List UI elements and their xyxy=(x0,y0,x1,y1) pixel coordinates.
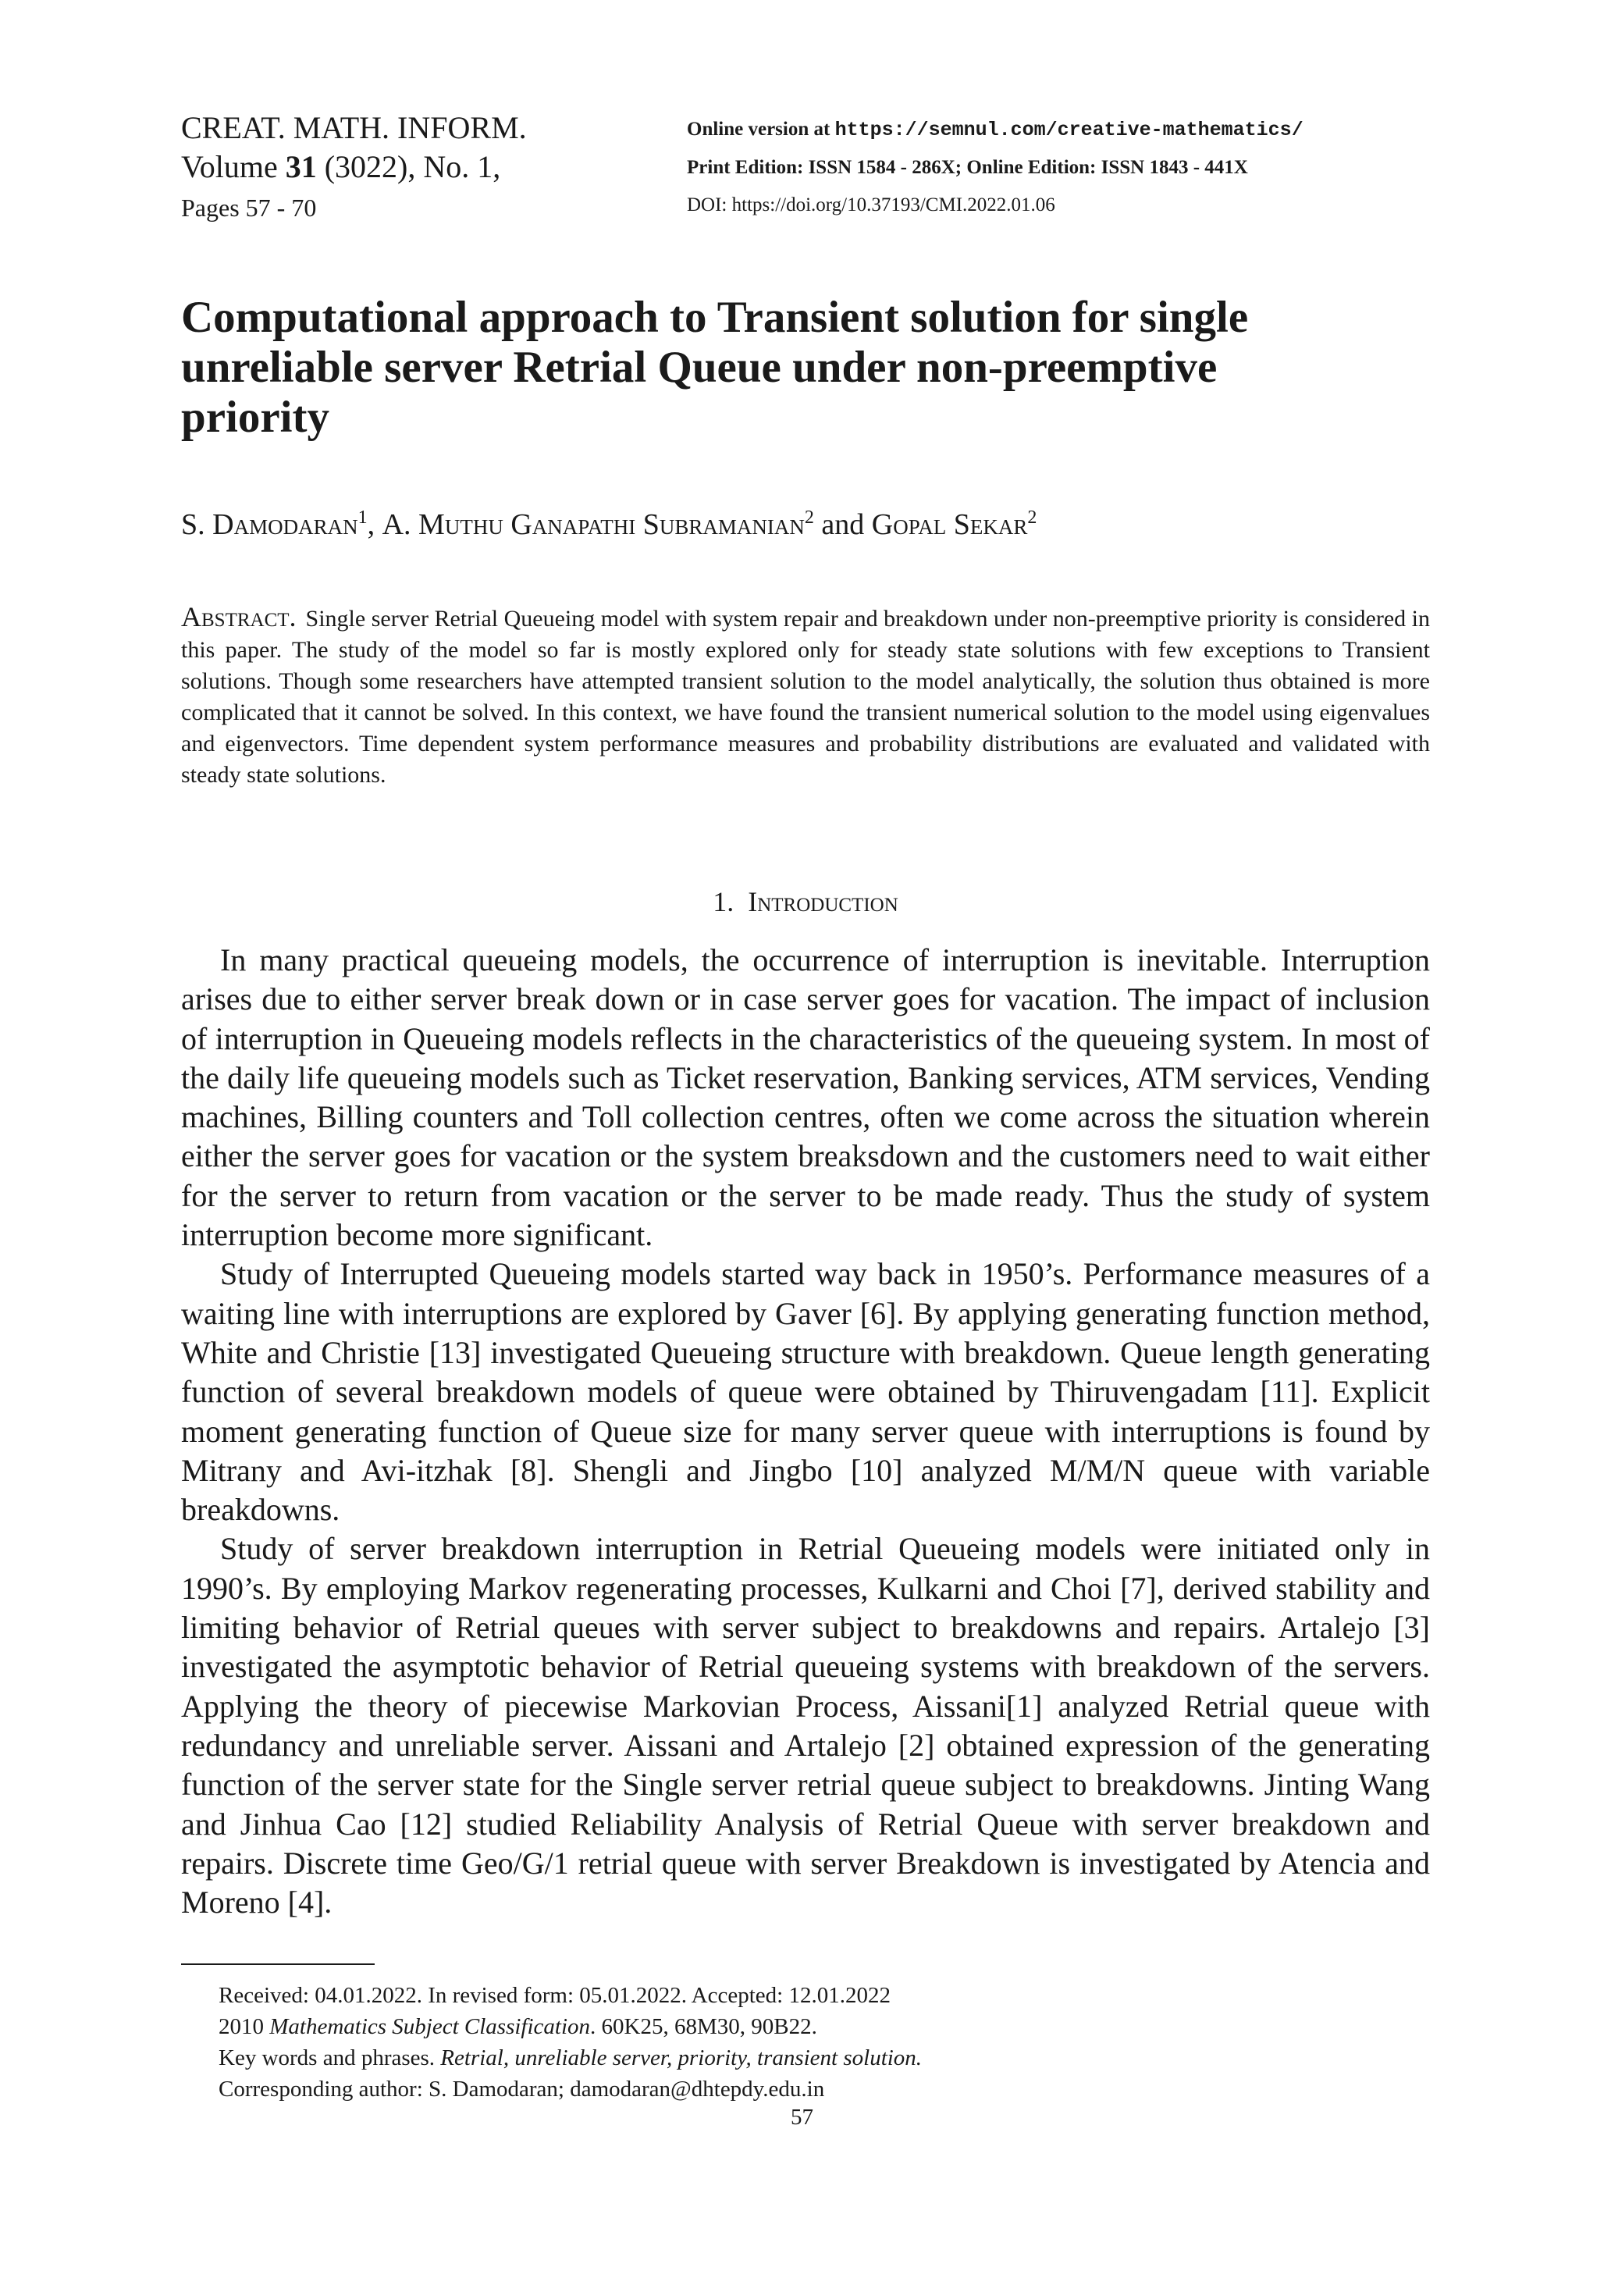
author-name: Gopal Sekar xyxy=(871,508,1028,541)
paragraph: Study of server breakdown interruption in Retrial Queueing models were initiated only in 1990’s. By employing Markov regenerating processes, Kulkarni and Choi [7], derived stability and limiting behavior of Retrial queues with server subject to breakdowns and repairs. Artalejo [3] investigated the asymptotic behavior of Retrial queueing systems with breakdown of the servers. Applying the theory of piecewise Markovian Process, Aissani[1] analyzed Retrial queue with redundancy and unreliable server. Aissani and Artalejo [2] obtained expression of the generating function of the server state for the Single server retrial queue subject to breakdowns. Jinting Wang and Jinhua Cao [12] studied Reliability Analysis of Retrial Queue with server breakdown and repairs. Discrete time Geo/G/1 retrial queue with server Breakdown is investigated by Atencia and Moreno [4]. xyxy=(181,1531,1430,1920)
doi-link[interactable]: DOI: https://doi.org/10.37193/CMI.2022.01.06 xyxy=(687,194,1055,215)
paragraph: In many practical queueing models, the occurrence of interruption is inevitable. Interruption arises due to either server break down or in case server goes for vacation. The impact of inclusion of interruption in Queueing models reflects in the characteristics of the queueing system. In most of the daily life queueing models such as Ticket reservation, Banking services, ATM services, Vending machines, Billing counters and Toll collection centres, often we come across the situation wherein either the server goes for vacation or the system breaksdown and the customers need to wait either for the server to return from vacation or the server to be made ready. Thus the study of system interruption become more significant. xyxy=(181,942,1430,1253)
section-title: Introduction xyxy=(748,886,898,917)
footnote-rule xyxy=(181,1963,375,1965)
affiliation-mark: 2 xyxy=(804,507,814,528)
footnotes xyxy=(219,1980,1428,2105)
received-dates: Received: 04.01.2022. In revised form: 05.01.2022. Accepted: 12.01.2022 xyxy=(219,1983,891,2008)
author-list: S. Damodaran$^1$, A. Muthu Ganapathi Subramanian$^2$ and Gopal Sekar$^2$ xyxy=(181,507,1037,541)
affiliation-mark: 1 xyxy=(357,507,368,528)
section-heading xyxy=(181,885,1430,919)
journal-name: CREAT. MATH. INFORM. xyxy=(181,110,527,145)
author-name: A. Muthu Ganapathi Subramanian xyxy=(382,508,805,541)
paragraph: Study of Interrupted Queueing models started way back in 1950’s. Performance measures of a waiting line with interruptions are explored by Gaver [6]. By applying generating function method, White and Christie [13] investigated Queueing structure with breakdown. Queue length generating function of several breakdown models of queue were obtained by Thiruvengadam [11]. Explicit moment generating function of Queue size for many server queue with interruptions is found by Mitrany and Avi-itzhak [8]. Shengli and Jingbo [10] analyzed M/M/N queue with variable breakdowns. xyxy=(181,1256,1430,1528)
online-url-link[interactable]: https://semnul.com/creative-mathematics/ xyxy=(834,119,1303,141)
paper-title xyxy=(181,293,1430,443)
abstract xyxy=(181,601,1430,791)
abstract-label: Abstract. xyxy=(181,601,297,632)
keywords: Key words and phrases. Retrial, unreliable server, priority, transient solution. xyxy=(219,2045,923,2070)
journal-header xyxy=(181,109,618,228)
journal-pages: Pages 57 - 70 xyxy=(181,194,317,222)
author-name: S. Damodaran xyxy=(181,508,358,541)
publication-info xyxy=(687,111,1467,224)
section-number: 1. xyxy=(713,886,734,917)
corresponding-author: Corresponding author: S. Damodaran; damodaran@dhtepdy.edu.in xyxy=(219,2077,825,2102)
msc-classification: 2010 Mathematics Subject Classification. 60K25, 68M30, 90B22. xyxy=(219,2014,817,2039)
online-version: Online version at https://semnul.com/creative-mathematics/ xyxy=(687,119,1303,141)
title-line: unreliable server Retrial Queue under non-preemptive xyxy=(181,343,1218,392)
page-number: 57 xyxy=(791,2105,813,2130)
title-line: priority xyxy=(181,393,329,442)
body-text xyxy=(181,941,1430,1922)
affiliation-mark: 2 xyxy=(1027,507,1037,528)
title-line: Computational approach to Transient solution for single xyxy=(181,293,1249,342)
abstract-text: Single server Retrial Queueing model with system repair and breakdown under non-preemptive priority is considered in this paper. The study of the model so far is mostly explored only for steady state solutions with few exceptions to Transient solutions. Though some researchers have attempted transient solution to the model analytically, the solution thus obtained is more complicated that it cannot be solved. In this context, we have found the transient numerical solution to the model using eigenvalues and eigenvectors. Time dependent system performance measures and probability distributions are evaluated and validated with steady state solutions. xyxy=(181,606,1430,788)
journal-volume: Volume 31 (3022), No. 1, xyxy=(181,149,501,184)
issn-line: Print Edition: ISSN 1584 - 286X; Online Edition: ISSN 1843 - 441X xyxy=(687,157,1248,178)
